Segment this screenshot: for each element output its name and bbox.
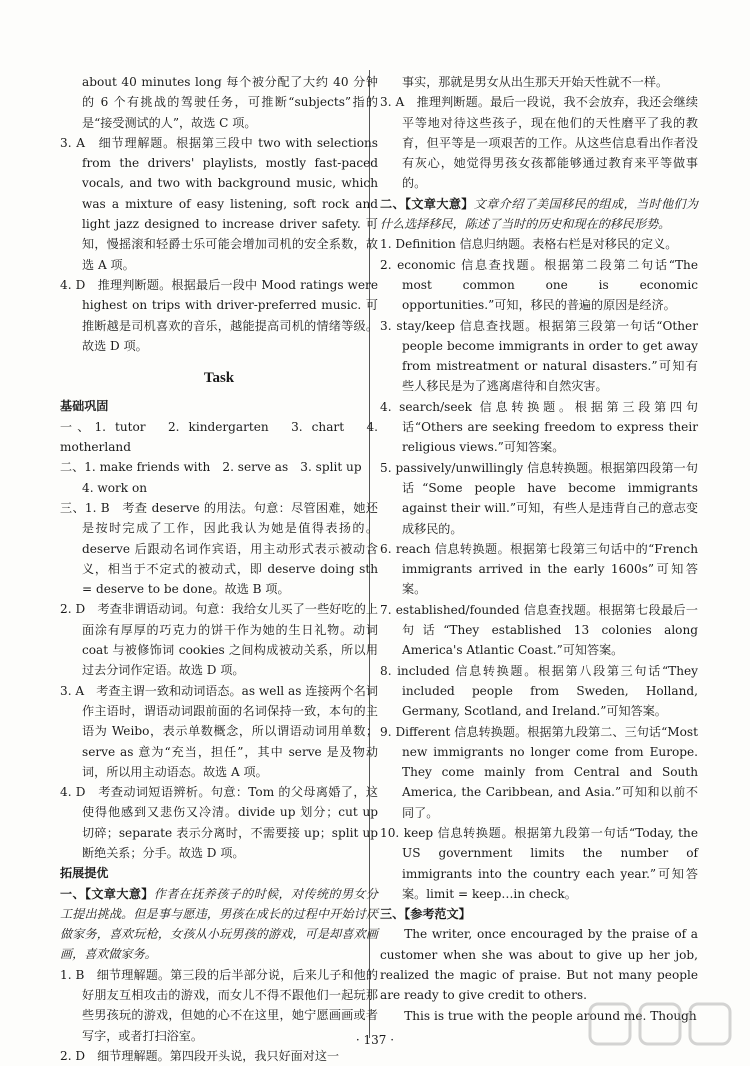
- page-number: · 137 ·: [355, 1033, 395, 1047]
- left-answer-3: 3. A 细节理解题。根据第三段中 two with selections from the drivers' playlists, mostly fast-paced vocals, and two with background music, which was a mixture of easy listening, soft rock and light jazz designed to increase driver safety. 可知，慢摇滚和轻爵士乐可能会增加司机的安全系数，故选 A 项。: [60, 135, 378, 272]
- right-item-8: 8. included 信息转换题。根据第八段第三句话“They included people from Sweden, Holland, Germany, Scotland, and Ireland.”可知答案。: [380, 663, 698, 719]
- ext-summary-text: 作者在抚养孩子的时候，对传统的男女分工提出挑战。但是事与愿违，男孩在成长的过程中开始讨厌做家务，喜欢玩枪，女孩从小玩男孩的游戏，可是却喜欢画画，喜欢做家务。: [60, 886, 378, 962]
- right-item-6: 6. reach 信息转换题。根据第七段第三句话中的“French immigrants arrived in the early 1600s”可知答案。: [380, 541, 698, 597]
- right-item-2: 2. economic 信息查找题。根据第二段第二句话“The most common one is economic opportunities.”可知，移民的普遍的原因是经济。: [380, 257, 698, 313]
- right-answer-3: 3. A 推理判断题。最后一段说，我不会放弃，我还会继续平等地对待这些孩子，现在他们的天性磨平了我的教育，但平等是一项艰苦的工作。从这些信息看出作者没有灰心，她觉得男孩女孩都能够通过教育来平等做事的。: [380, 95, 698, 191]
- basic-line-1: 一、1. tutor 2. kindergarten 3. chart 4. motherland: [60, 419, 378, 455]
- ext-answer-1: 1. B 细节理解题。第三段的后半部分说，后来儿子和他的好朋友互相攻击的游戏，而女儿不得不跟他们一起玩那些男孩玩的游戏，但她的心不在这里，她宁愿画画或者写字，或者打扫浴室。: [60, 967, 378, 1043]
- left-para-1: about 40 minutes long 每个被分配了大约 40 分钟的 6 个有挑战的驾驶任务，可推断“subjects”指的是“接受测试的人”，故选 C 项。: [82, 75, 378, 130]
- basic-line-2: 二、1. make friends with 2. serve as 3. split up: [60, 460, 362, 475]
- right-cont: 事实，那就是男女从出生那天开始天性就不一样。: [402, 75, 669, 89]
- basic-heading: 基础巩固: [60, 399, 109, 414]
- right-column: [380, 72, 698, 1026]
- ext-answer-2: 2. D 细节理解题。第四段开头说，我只好面对这一: [60, 1048, 340, 1063]
- left-column: [60, 72, 378, 1066]
- right-item-3: 3. stay/keep 信息查找题。根据第三段第一句话“Other people become immigrants in order to get away from mistreatment or natural disasters.”可知有些人移民是为了逃离虐待和自然灾害。: [380, 318, 698, 394]
- essay-para-2: This is true with the people around me. Though: [404, 1008, 697, 1023]
- extension-heading: 拓展提优: [60, 866, 109, 881]
- right-item-4: 4. search/seek 信息转换题。根据第三段第四句话“Others are seeking freedom to express their religious views.”可知答案。: [380, 399, 698, 455]
- basic-q3-3: 3. A 考查主谓一致和动词语态。as well as 连接两个名词作主语时，谓语动词跟前面的名词保持一致，本句的主语为 Weibo，表示单数概念，所以谓语动词用单数；serve as 意为“充当，担任”，其中 serve 是及物动词，所以用主动语态。故选 A 项。: [60, 683, 378, 779]
- right-summary-label: 二、【文章大意】: [380, 196, 474, 211]
- essay-para-1: The writer, once encouraged by the praise of a customer when she was about to give up her job, realized the magic of praise. But not many people are ready to give credit to others.: [380, 927, 698, 1003]
- right-item-7: 7. established/founded 信息查找题。根据第七段最后一句话“They established 13 colonies along America's Atlantic Coast.”可知答案。: [380, 602, 698, 658]
- task-heading: Task: [203, 370, 235, 387]
- left-answer-4: 4. D 推理判断题。根据最后一段中 Mood ratings were highest on trips with driver-preferred music. 可推断越是司机喜欢的音乐，越能提高司机的情绪等级。故选 D 项。: [60, 277, 378, 353]
- right-item-10: 10. keep 信息转换题。根据第九段第一句话“Today, the US government limits the number of immigrants into the country each year.”可知答案。limit = keep…in check。: [380, 825, 698, 901]
- ext-summary-label: 一、【文章大意】: [60, 886, 154, 901]
- right-item-5: 5. passively/unwillingly 信息转换题。根据第四段第一句话“Some people have become immigrants against their will.”可知，有些人是违背自己的意志变成移民的。: [380, 460, 698, 536]
- right-summary-text: 文章介绍了美国移民的组成，当时他们为什么选择移民，陈述了当时的历史和现在的移民形势。: [380, 196, 698, 232]
- right-item-9: 9. Different 信息转换题。根据第九段第二、三句话“Most new immigrants no longer come from Europe. They come mainly from Central and South America, the Caribbean, and Asia.”可知和以前不同了。: [380, 724, 698, 820]
- basic-q3-2: 2. D 考查非谓语动词。句意：我给女儿买了一些好吃的上面涂有厚厚的巧克力的饼干作为她的生日礼物。动词 coat 与被修饰词 cookies 之间构成被动关系，所以用过去分词作定语。故选 D 项。: [60, 602, 378, 678]
- basic-line-2b: 4. work on: [82, 480, 148, 495]
- basic-q3-1: 三、1. B 考查 deserve 的用法。句意：尽管困难，她还是按时完成了工作，因此我认为她是值得表扬的。deserve 后跟动名词作宾语，用主动形式表示被动含义，相当于不定式的被动式，即 deserve doing sth = deserve to be done。故选 B 项。: [60, 500, 378, 597]
- right-item-1: 1. Definition 信息归纳题。表格右栏是对移民的定义。: [380, 237, 678, 252]
- basic-q3-4: 4. D 考查动词短语辨析。句意：Tom 的父母离婚了，这使得他感到又悲伤又冷清。divide up 划分；cut up 切碎；separate 表示分离时，不需要接 up；split up 断绝关系；分手。故选 D 项。: [60, 785, 378, 860]
- sample-essay-heading: 三、【参考范文】: [380, 907, 471, 922]
- right-summary: [380, 194, 698, 235]
- ext-summary: [60, 884, 378, 965]
- watermark-logo: [588, 1000, 738, 1054]
